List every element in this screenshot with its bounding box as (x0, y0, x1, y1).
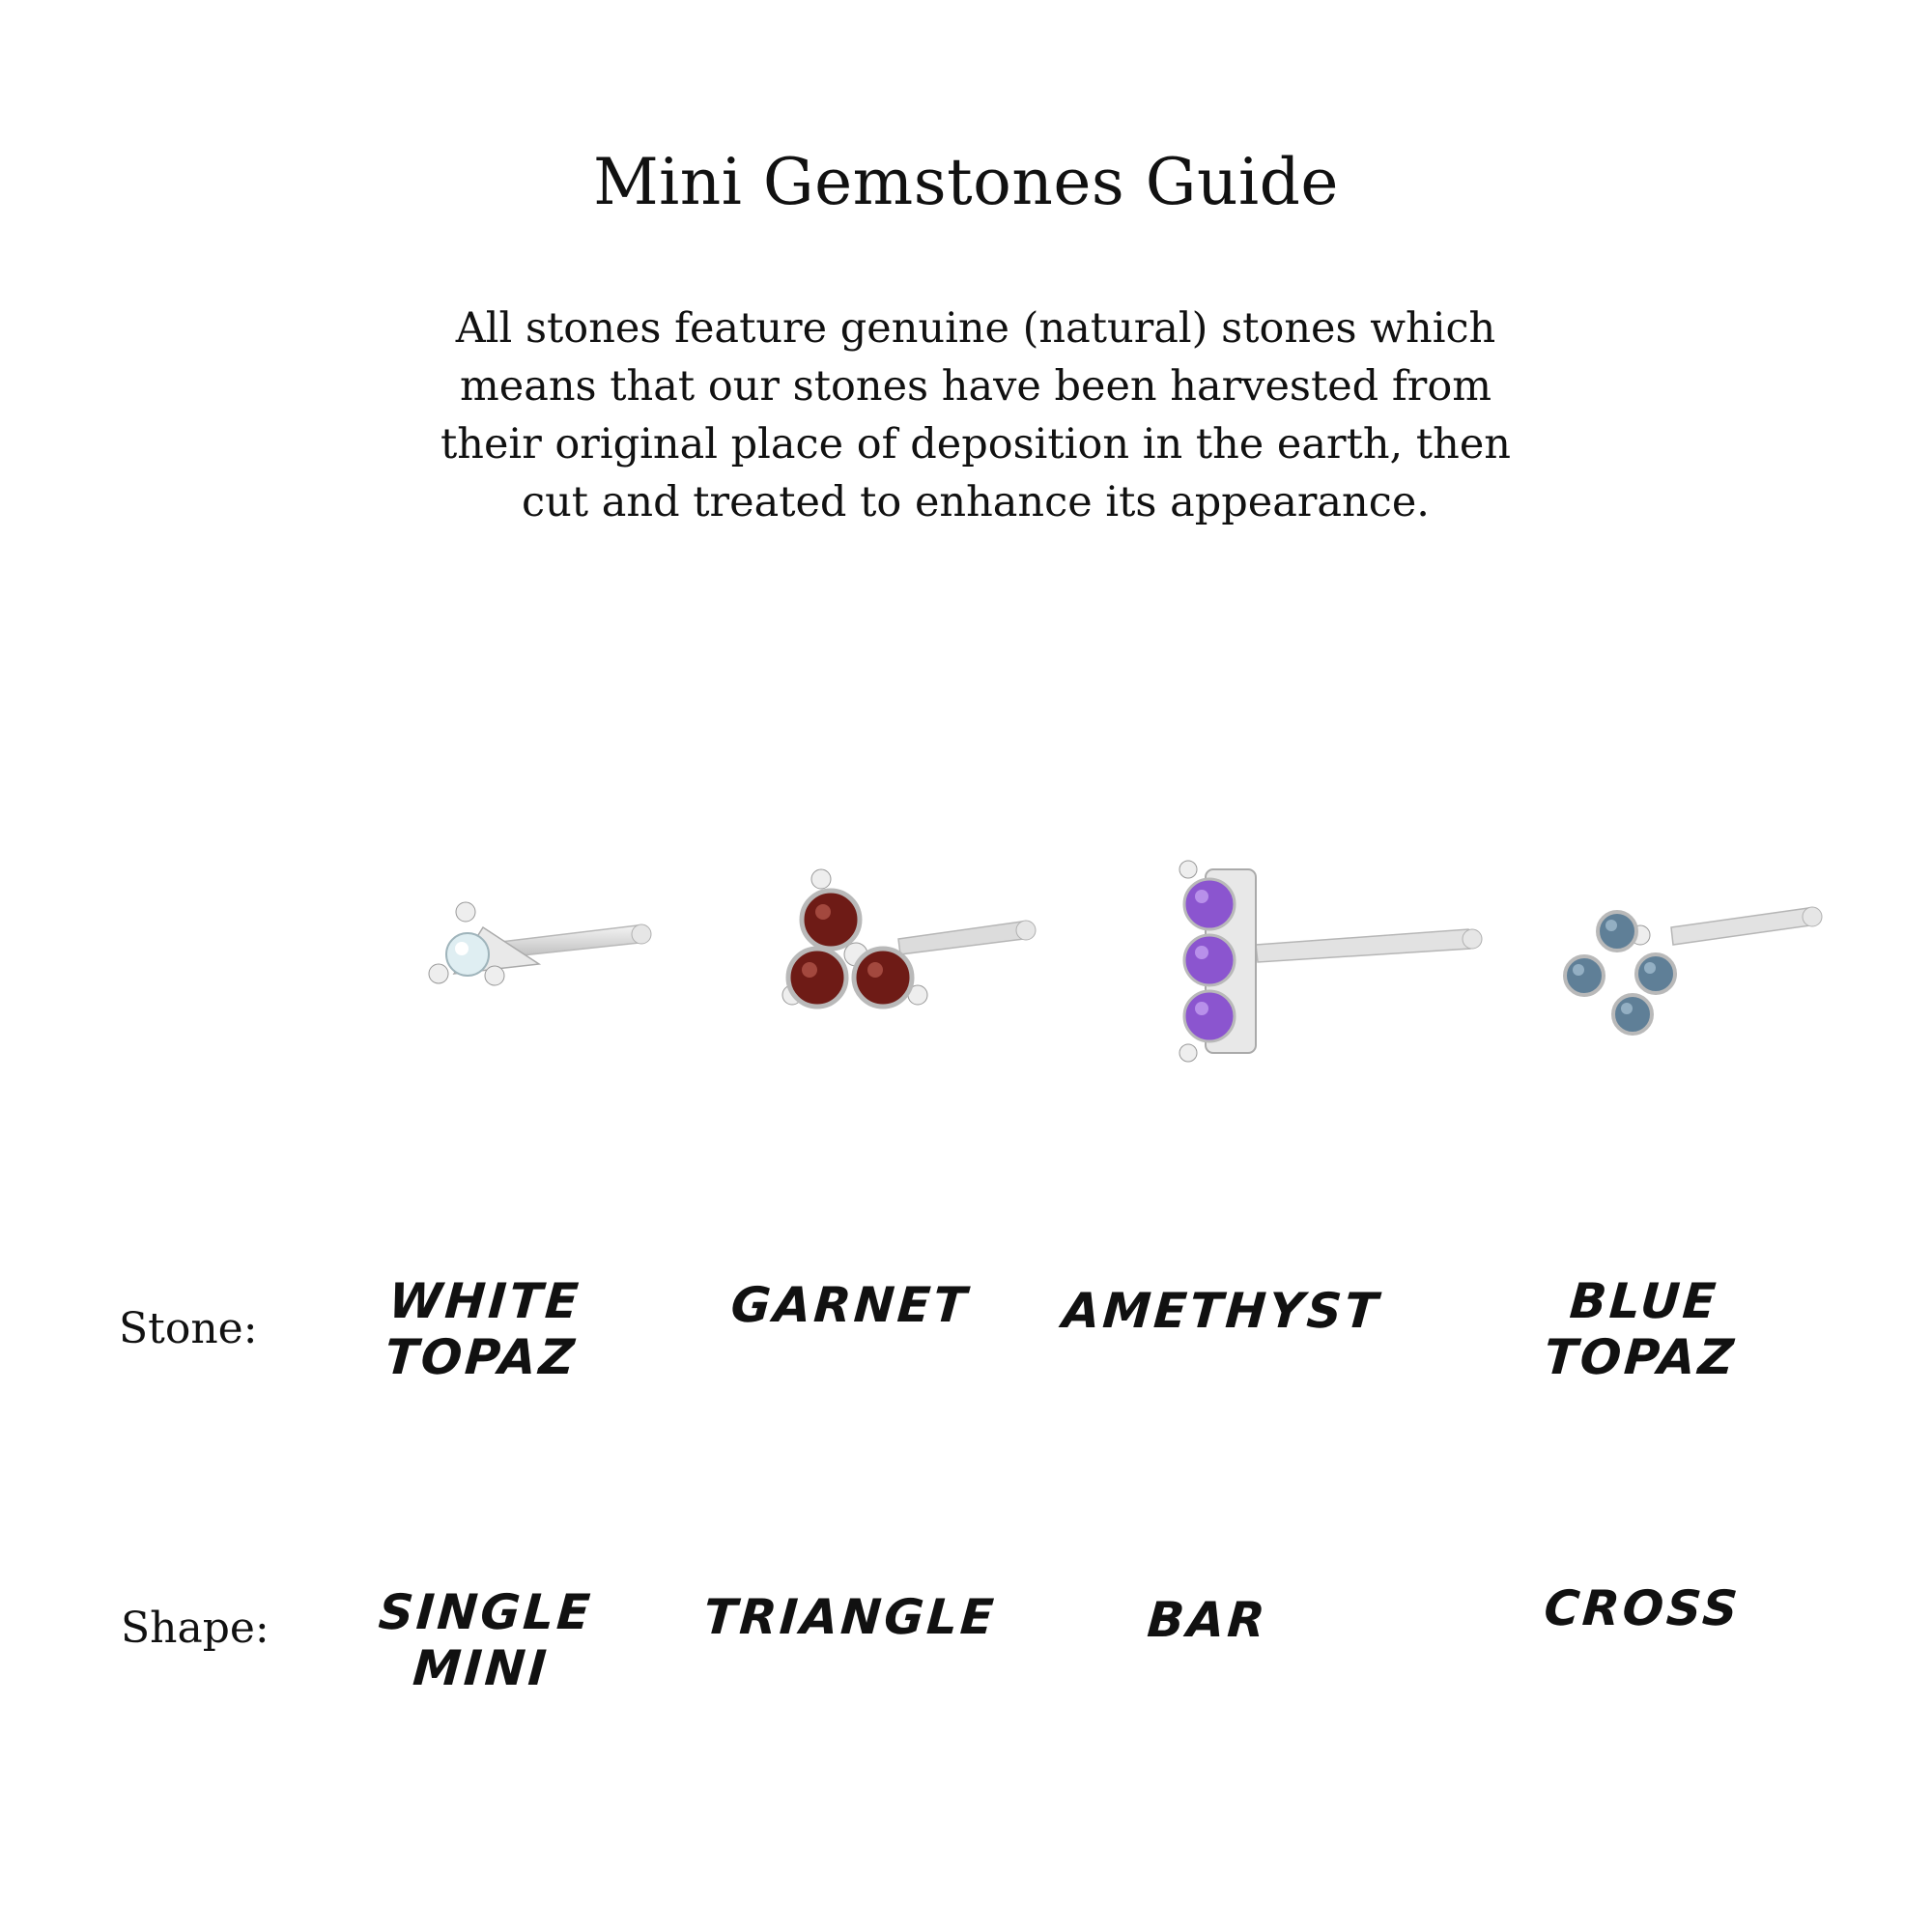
stone-name-blue-topaz: BLUE TOPAZ (1542, 1273, 1739, 1385)
shape-name-bar: BAR (1145, 1592, 1270, 1648)
amethyst-bar-stud-image (1159, 850, 1488, 1072)
intro-line: All stones feature genuine (natural) stones which (455, 304, 1496, 353)
blue-topaz-gem (1565, 956, 1604, 995)
shape-row-label: Shape: (121, 1604, 270, 1653)
intro-paragraph (406, 299, 1546, 531)
intro-line: means that our stones have been harvested from (459, 362, 1492, 411)
stone-name-garnet: GARNET (728, 1277, 972, 1333)
amethyst-gem (1184, 879, 1235, 929)
shape-name-cross: CROSS (1542, 1580, 1743, 1636)
blue-topaz-gem (1636, 954, 1675, 993)
garnet-gem (788, 949, 846, 1007)
white-topaz-single-stud-image (406, 869, 676, 1034)
intro-line: cut and treated to enhance its appearance. (522, 478, 1430, 526)
shape-name-triangle: TRIANGLE (701, 1589, 999, 1645)
page-title: Mini Gemstones Guide (593, 145, 1339, 219)
stone-name-white-topaz: WHITE TOPAZ (383, 1273, 583, 1385)
garnet-triangle-stud-image (763, 850, 1053, 1043)
white-topaz-gem (446, 933, 489, 976)
garnet-gem (802, 891, 860, 949)
blue-topaz-gem (1613, 995, 1652, 1034)
stone-row-label: Stone: (119, 1304, 258, 1353)
stone-name-amethyst: AMETHYST (1060, 1283, 1382, 1339)
amethyst-gem (1184, 935, 1235, 985)
amethyst-gem (1184, 991, 1235, 1041)
intro-line: their original place of deposition in the earth, then (440, 420, 1511, 469)
blue-topaz-cross-stud-image (1555, 879, 1826, 1053)
shape-name-single-mini: SINGLE MINI (377, 1584, 595, 1696)
garnet-gem (854, 949, 912, 1007)
blue-topaz-gem (1598, 912, 1636, 951)
